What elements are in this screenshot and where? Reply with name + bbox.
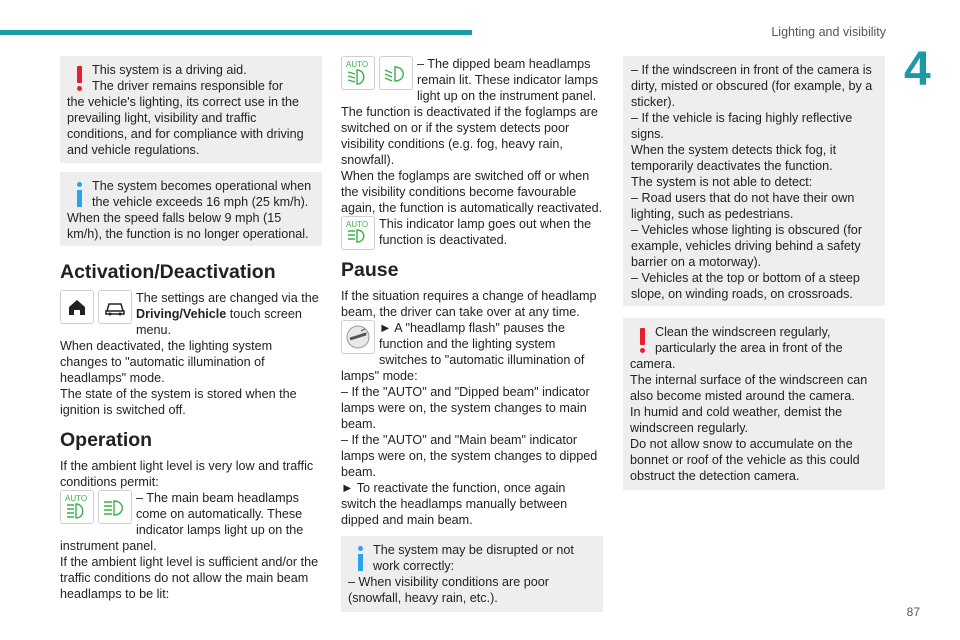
headlamp-stalk-icon: [341, 320, 375, 354]
column-2: [341, 56, 603, 621]
activation-text-pre: The settings are changed via the: [136, 291, 319, 305]
warning-text: This system is a driving aid. The driver remains responsible for the vehicle's lighting, its correct use in the prevailing light, visibility and traffic conditions, and for compliance with driving and vehicle regulations.: [67, 63, 304, 157]
dipped-text: – The dipped beam headlamps remain lit. These indicator lamps light up on the instrument panel.: [417, 57, 599, 103]
info-icon: [348, 542, 372, 574]
warning-box-2: [623, 318, 885, 490]
auto-dipped-beam-icon: [341, 56, 375, 90]
operation-text-3: If the ambient light level is sufficient and/or the traffic conditions do not allow the main beam headlamps to be lit:: [60, 555, 319, 601]
home-icon: [60, 290, 94, 324]
activation-heading: Activation/Deactivation: [60, 261, 276, 283]
warning-box: [60, 56, 322, 163]
svg-text:AUTO: AUTO: [346, 220, 369, 229]
warning-icon: [630, 324, 654, 356]
dipped-text-2: The function is deactivated if the foglamps are switched on or if the system detects poor visibility conditions (e.g. fog, heavy rain, snowfall). When the foglamps are switched off or when the visibility conditions become favourable again, the function is automatically reactivated.: [341, 105, 603, 215]
pause-heading: Pause: [341, 259, 399, 281]
conditions-text: – If the windscreen in front of the camera is dirty, misted or obscured (for example, by a sticker). – If the vehicle is facing highly reflective signs. When the system detects thick fog, it temporarily deactivates the function. The system is not able to detect: – Road users that do not have their own lighting, such as pedestrians. – Vehicles whose lighting is obscured (for example, vehicles driving behind a safety barrier on a motorway). – Vehicles at the top or bottom of a steep slope, on winding roads, on crossroads.: [631, 63, 873, 301]
conditions-box: [623, 56, 885, 306]
page-number: 87: [906, 605, 920, 619]
pause-text-1: If the situation requires a change of headlamp beam, the driver can take over at any time.: [341, 289, 597, 319]
info-box-2: [341, 536, 603, 612]
dipped-beam-icon: [379, 56, 413, 90]
section-title: Lighting and visibility: [771, 25, 886, 39]
column-3: [623, 56, 885, 499]
auto-main-beam-icon: [60, 490, 94, 524]
warning-icon: [67, 62, 91, 94]
svg-text:AUTO: AUTO: [346, 60, 369, 69]
activation-text-2: When deactivated, the lighting system changes to "automatic illumination of headlamps" mode. The state of the system is stored when the ignition is switched off.: [60, 339, 297, 417]
info-icon: [67, 178, 91, 210]
auto-label: AUTO: [65, 494, 88, 503]
activation-text-post: touch screen menu.: [136, 307, 302, 337]
pause-text-3: – If the "AUTO" and "Dipped beam" indicator lamps were on, the system changes to main beam. – If the "AUTO" and "Main beam" indicator lamps were on, the system changes to dipped beam. ► To reactivate the function, once again switch the headlamps manually between dipped and main beam.: [341, 385, 598, 527]
info-text-2: The system may be disrupted or not work correctly: – When visibility conditions are poor (snowfall, heavy rain, etc.).: [348, 543, 574, 605]
car-settings-icon: [98, 290, 132, 324]
warning-text-2: Clean the windscreen regularly, particularly the area in front of the camera. The internal surface of the windscreen can also become misted around the camera. In humid and cold weather, demist the windscreen regularly. Do not allow snow to accumulate on the bonnet or roof of the vehicle as this could obstruct the detection camera.: [630, 325, 868, 483]
operation-text-1: If the ambient light level is very low and traffic conditions permit:: [60, 459, 314, 489]
header-accent-bar: [0, 30, 472, 35]
auto-off-icon: [341, 216, 375, 250]
operation-heading: Operation: [60, 429, 153, 451]
auto-off-text: This indicator lamp goes out when the function is deactivated.: [379, 217, 592, 247]
driving-vehicle-menu: Driving/Vehicle: [136, 307, 227, 321]
operation-text-2: – The main beam headlamps come on automatically. These indicator lamps light up on the instrument panel.: [60, 491, 304, 553]
column-1: [60, 56, 322, 602]
chapter-number: 4: [904, 43, 931, 96]
info-text: The system becomes operational when the vehicle exceeds 16 mph (25 km/h). When the speed falls below 9 mph (15 km/h), the function is no longer operational.: [67, 179, 312, 241]
main-beam-icon: [98, 490, 132, 524]
info-box: [60, 172, 322, 246]
pause-text-2: ► A "headlamp flash" pauses the function and the lighting system switches to "automatic illumination of lamps" mode:: [341, 321, 585, 383]
